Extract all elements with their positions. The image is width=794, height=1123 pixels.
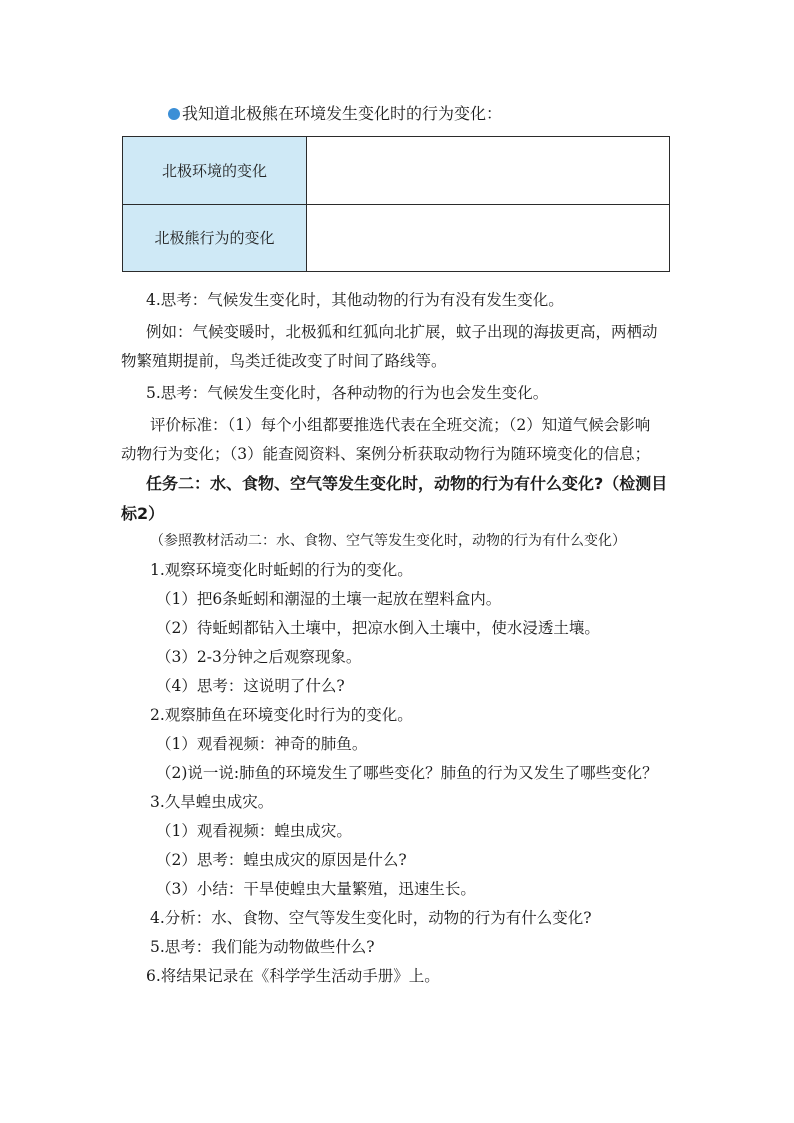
- text-line: （参照教材活动二：水、食物、空气等发生变化时，动物的行为有什么变化）: [150, 533, 626, 549]
- text-line: （2)说一说:肺鱼的环境发生了哪些变化？肺鱼的行为又发生了哪些变化？: [156, 764, 658, 782]
- text-line: （3）2-3分钟之后观察现象。: [156, 648, 362, 666]
- intro-line: [168, 102, 668, 126]
- text-line: 1.观察环境变化时蚯蚓的行为的变化。: [150, 561, 413, 579]
- bullet-dot-icon: [168, 108, 180, 120]
- text-line: 4.思考：气候发生变化时，其他动物的行为有没有发生变化。: [146, 291, 564, 309]
- text-line: 4.分析：水、食物、空气等发生变化时，动物的行为有什么变化?: [150, 909, 592, 927]
- text-line: （2）待蚯蚓都钻入土壤中，把凉水倒入土壤中，使水浸透土壤。: [156, 619, 600, 637]
- text-line: 评价标准：（1）每个小组都要推选代表在全班交流；（2）知道气候会影响: [150, 416, 651, 434]
- text-line: 6.将结果记录在《科学学生活动手册》上。: [146, 967, 440, 985]
- text-line: 例如：气候变暖时，北极狐和红狐向北扩展，蚊子出现的海拔更高，两栖动: [146, 323, 658, 341]
- text-line: 动物行为变化；（3）能查阅资料、案例分析获取动物行为随环境变化的信息；: [121, 445, 651, 463]
- text-line: （1）观看视频：神奇的肺鱼。: [156, 735, 368, 753]
- text-line: 2.观察肺鱼在环境变化时行为的变化。: [150, 706, 413, 724]
- text-line: （4）思考：这说明了什么?: [156, 677, 345, 695]
- table-answer-cell: [307, 137, 670, 205]
- text-line: 5.思考：我们能为动物做些什么?: [150, 938, 375, 956]
- text-line: （1）把6条蚯蚓和潮湿的土壤一起放在塑料盒内。: [156, 590, 502, 608]
- text-line: （1）观看视频：蝗虫成灾。: [156, 822, 352, 840]
- table-label-cell: 北极环境的变化: [123, 137, 307, 205]
- table-answer-cell: [307, 204, 670, 272]
- record-table: [122, 136, 670, 272]
- table-row: [123, 137, 670, 205]
- intro-text: 我知道北极熊在环境发生变化时的行为变化：: [182, 104, 503, 123]
- table-label-cell: 北极熊行为的变化: [123, 204, 307, 272]
- text-line: 3.久旱蝗虫成灾。: [150, 793, 274, 811]
- task-heading: 标2）: [121, 504, 165, 523]
- text-line: （3）小结：干旱使蝗虫大量繁殖，迅速生长。: [156, 880, 476, 898]
- text-line: 5.思考：气候发生变化时，各种动物的行为也会发生变化。: [146, 384, 549, 402]
- text-line: （2）思考：蝗虫成灾的原因是什么?: [156, 851, 407, 869]
- table-row: [123, 204, 670, 272]
- task-heading: 任务二：水、食物、空气等发生变化时，动物的行为有什么变化?（检测目: [146, 474, 668, 493]
- text-line: 物繁殖期提前，鸟类迁徙改变了时间了路线等。: [121, 352, 447, 370]
